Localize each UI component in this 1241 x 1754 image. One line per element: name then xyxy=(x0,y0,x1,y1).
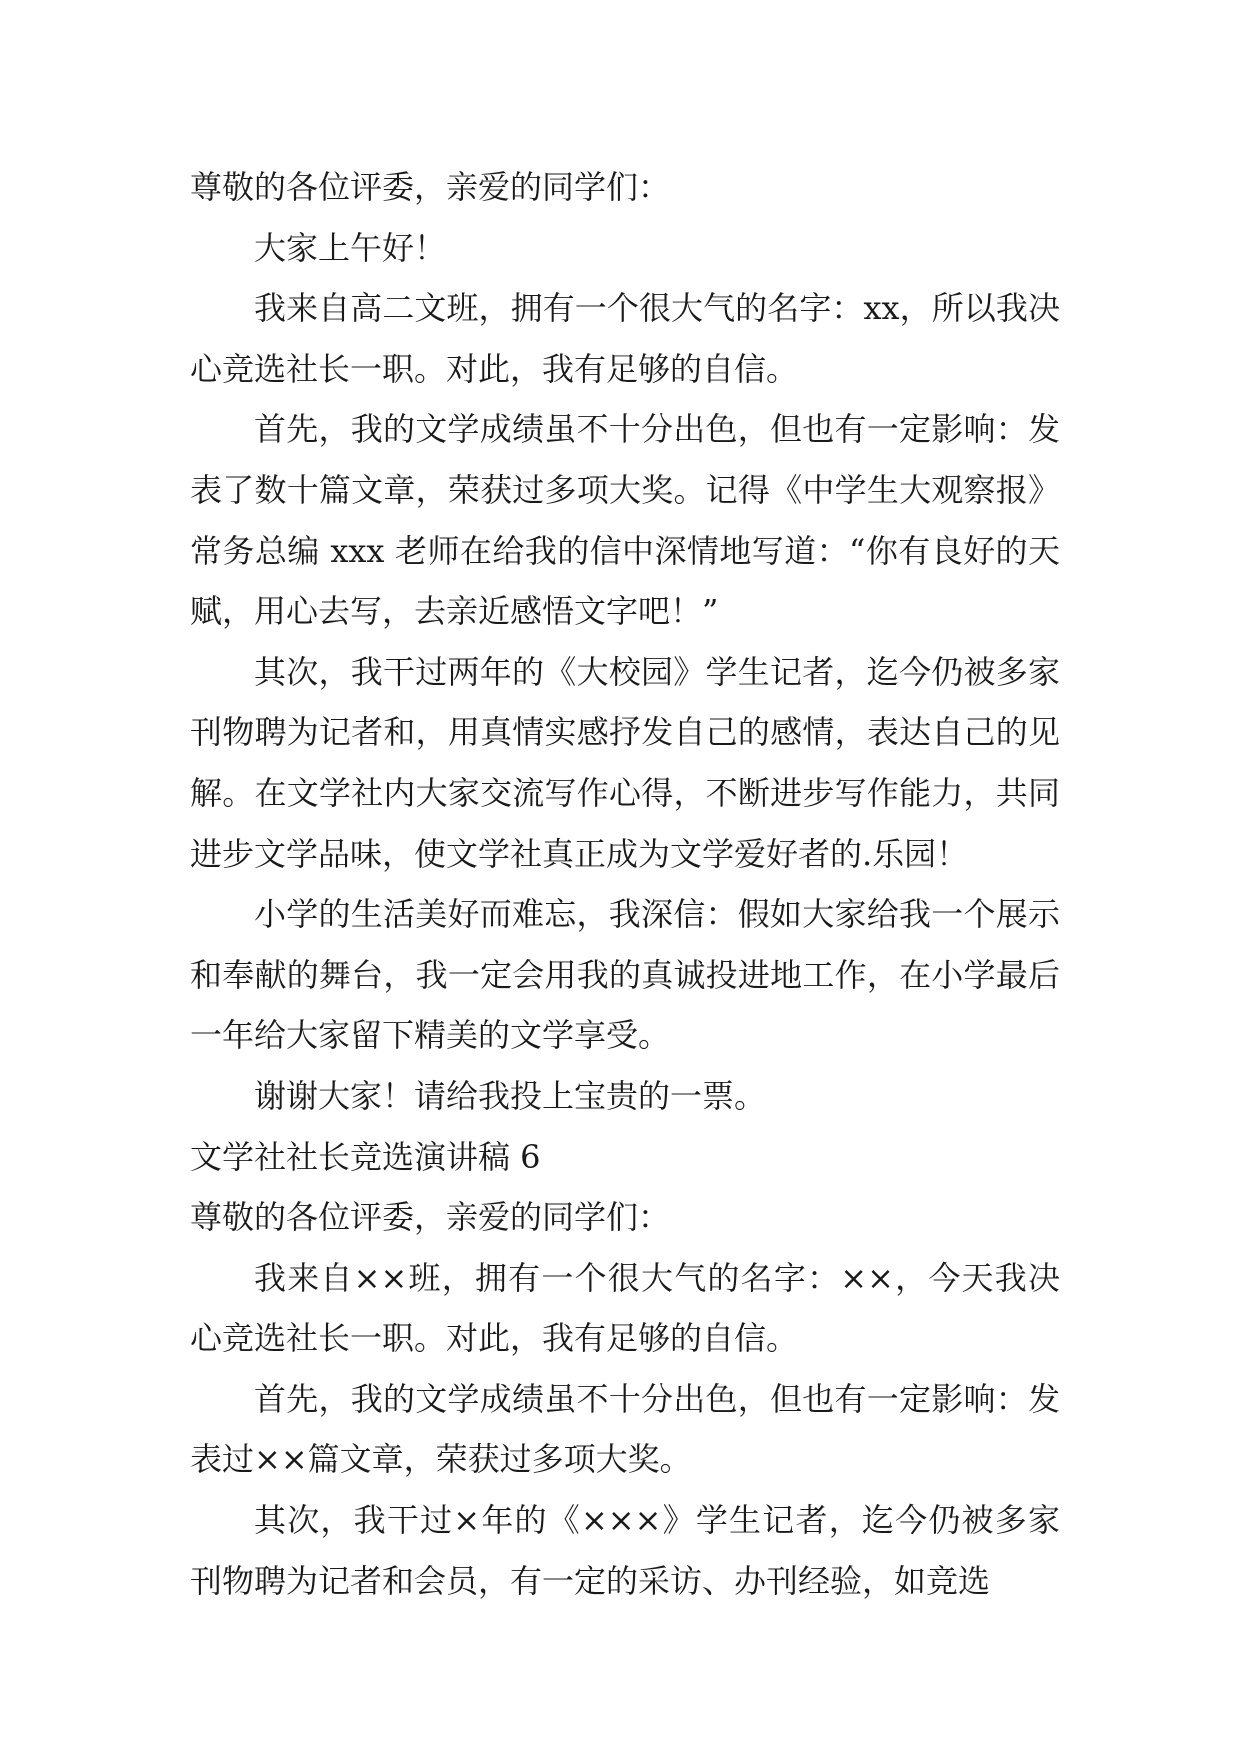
salutation-2: 尊敬的各位评委，亲爱的同学们： xyxy=(190,1198,671,1237)
intro-paragraph-2: 我来自××班，拥有一个很大气的名字：××，今天我决心竞选社长一职。对此，我有足够的自信。 xyxy=(190,1258,1060,1358)
first-reason-paragraph-2: 首先，我的文学成绩虽不十分出色，但也有一定影响：发表过××篇文章，荣获过多项大奖。 xyxy=(190,1379,1060,1479)
greeting-paragraph: 大家上午好！ xyxy=(254,228,447,267)
closing-paragraph: 谢谢大家！请给我投上宝贵的一票。 xyxy=(254,1076,767,1115)
second-reason-paragraph: 其次，我干过两年的《大校园》学生记者，迄今仍被多家刊物聘为记者和，用真情实感抒发自己的感情，表达自己的见解。在文学社内大家交流写作心得，不断进步写作能力，共同进步文学品味，使文学社真正成为文学爱好者的.乐园！ xyxy=(190,652,1060,873)
section-heading: 文学社社长竞选演讲稿 6 xyxy=(190,1137,541,1176)
second-reason-paragraph-2: 其次，我干过×年的《×××》学生记者，迄今仍被多家刊物聘为记者和会员，有一定的采访、办刊经验，如竞选 xyxy=(190,1501,1060,1600)
first-reason-paragraph: 首先，我的文学成绩虽不十分出色，但也有一定影响：发表了数十篇文章，荣获过多项大奖。记得《中学生大观察报》常务总编 xxx 老师在给我的信中深情地写道：“你有良好的天赋，用心去写，去亲近感悟文字吧！” xyxy=(190,410,1060,631)
pledge-paragraph: 小学的生活美好而难忘，我深信：假如大家给我一个展示和奉献的舞台，我一定会用我的真诚投进地工作，在小学最后一年给大家留下精美的文学享受。 xyxy=(190,895,1060,1055)
document-body xyxy=(190,157,1060,1611)
intro-paragraph: 我来自高二文班，拥有一个很大气的名字：xx，所以我决心竞选社长一职。对此，我有足够的自信。 xyxy=(190,289,1060,388)
salutation: 尊敬的各位评委，亲爱的同学们： xyxy=(190,168,671,206)
